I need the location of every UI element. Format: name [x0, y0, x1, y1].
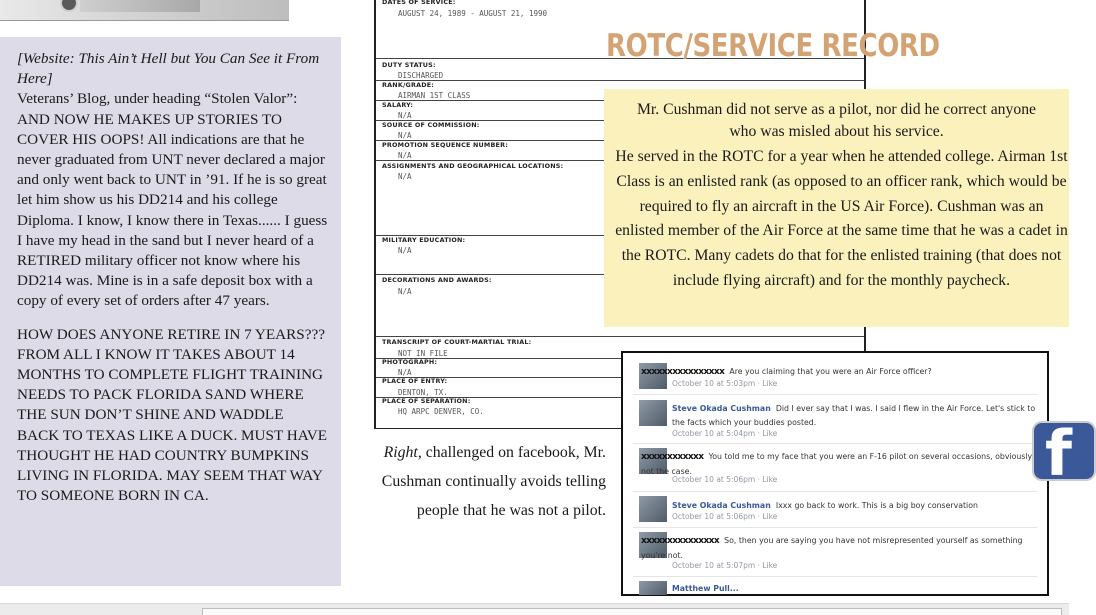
comment-text: Are you claiming that you were an Air Force officer? — [729, 367, 932, 376]
like-link[interactable]: Like — [762, 512, 778, 521]
like-link[interactable]: Like — [762, 475, 778, 484]
like-link[interactable]: Like — [762, 379, 778, 388]
page-title: ROTC/SERVICE RECORD — [606, 28, 940, 64]
commenter-name: xxxxxxxxxxxx — [641, 452, 704, 462]
blog-quote-panel — [0, 37, 341, 586]
commenter-name[interactable]: Steve Okada Cushman — [672, 404, 771, 413]
field-value: DENTON, TX. — [398, 388, 448, 397]
field-label: DUTY STATUS: — [382, 61, 436, 69]
field-value: N/A — [398, 246, 412, 255]
facebook-logo-icon: f — [1032, 421, 1096, 481]
field-value: N/A — [398, 151, 412, 160]
field-label: PLACE OF ENTRY: — [382, 377, 448, 385]
field-value: NOT IN FILE — [398, 349, 448, 358]
avatar — [639, 496, 667, 522]
field-label: SALARY: — [382, 101, 414, 109]
fb-comment: xxxxxxxxxxxxxxx So, then you are saying you have not misrepresented yourself as something you're not. October 10 at 5:07pm · Like — [623, 530, 1047, 574]
field-label: RANK/GRADE: — [382, 81, 435, 89]
avatar — [639, 400, 667, 426]
like-link[interactable]: Like — [762, 429, 778, 438]
blog-paragraph-1-text: Veterans’ Blog, under heading “Stolen Valor”: AND NOW HE MAKES UP STORIES TO COVER HIS OOPS! All indications are that he never graduated from UNT never declared a major and only went back to UNT in ’91. If he is so great let him show us his DD214 and his college Diploma. I know, I know there in Texas...... I guess I have my head in the sand but I never heard of a RETIRED military officer not know where his DD214 was. Mine is in a safe deposit box with a copy of every set of orders after 47 years. — [17, 90, 328, 310]
field-value: DISCHARGED — [398, 71, 444, 80]
bottom-inset-panel — [202, 608, 1062, 615]
comment-text: Ixxx go back to work. This is a big boy conservation — [775, 501, 978, 510]
blog-paragraph-1 — [17, 49, 329, 312]
comment-divider — [633, 576, 1037, 577]
field-label: ASSIGNMENTS AND GEOGRAPHICAL LOCATIONS: — [382, 162, 564, 170]
photo-plate — [80, 0, 200, 12]
commenter-name[interactable]: Steve Okada Cushman — [672, 501, 771, 510]
field-value: N/A — [398, 111, 412, 120]
fb-comment: xxxxxxxxxxxx You told me to my face that you were an F-16 pilot on several occasions, obviously not the case. October 10 at 5:06pm · Like — [623, 446, 1047, 490]
comment-divider — [633, 394, 1037, 395]
field-value: N/A — [398, 287, 412, 296]
comment-text: So, then you are saying you have not misrepresented yourself as something you're not. — [641, 536, 1023, 560]
fb-comment: Steve Okada Cushman Did I ever say that I was. I said I flew in the Air Force. Let's stick to the facts which your buddies posted. October 10 at 5:04pm · Like — [623, 397, 1047, 443]
top-photo — [0, 0, 289, 21]
field-label: DECORATIONS AND AWARDS: — [382, 276, 492, 284]
field-value: N/A — [398, 172, 412, 181]
field-value: AIRMAN 1ST CLASS — [398, 91, 471, 100]
fb-comment-partial — [623, 579, 1047, 593]
field-label: PROMOTION SEQUENCE NUMBER: — [382, 141, 508, 149]
field-label: SOURCE OF COMMISSION: — [382, 121, 480, 129]
caption-text: , challenged on facebook, Mr. Cushman continually avoids telling people that he was not a pilot. — [381, 444, 606, 519]
field-label: PHOTOGRAPH: — [382, 358, 438, 366]
comment-time: October 10 at 5:04pm — [672, 429, 756, 438]
comment-divider — [633, 491, 1037, 492]
field-label: DATES OF SERVICE: — [382, 0, 456, 6]
comment-text: You told me to my face that you were an F-16 pilot on several occasions, obviously not the case. — [641, 452, 1033, 476]
fb-comment: xxxxxxxxxxxxxxxx Are you claiming that you were an Air Force officer? October 10 at 5:03pm · Like — [623, 361, 1047, 401]
comment-divider — [633, 527, 1037, 528]
fb-comment: Steve Okada Cushman Ixxx go back to work. This is a big boy conservation October 10 at 5:06pm · Like — [623, 494, 1047, 528]
comment-time: October 10 at 5:03pm — [672, 379, 756, 388]
blog-source: [Website: This Ain’t Hell but You Can See it From Here] — [17, 50, 320, 88]
callout-line-1: Mr. Cushman did not serve as a pilot, nor did he correct anyone who was misled about his service. — [636, 101, 1037, 140]
comment-divider — [633, 443, 1037, 444]
image-caption — [376, 438, 606, 525]
blog-paragraph-2: HOW DOES ANYONE RETIRE IN 7 YEARS??? FROM ALL I KNOW IT TAKES ABOUT 14 MONTHS TO COMPLETE FLIGHT TRAINING NEEDS TO PACK FLORIDA SAND WHERE THE SUN DON’T SHINE AND WADDLE BACK TO TEXAS LIKE A DUCK. MUST HAVE THOUGHT HE HAD COUNTRY BUMPKINS LIVING IN FLORIDA. MAY SEEM THAT WAY TO SOMEONE BORN IN CA. — [17, 325, 327, 505]
commenter-name: xxxxxxxxxxxxxxx — [641, 536, 720, 546]
field-label: MILITARY EDUCATION: — [382, 236, 466, 244]
field-value: AUGUST 24, 1989 - AUGUST 21, 1990 — [398, 9, 548, 18]
field-label: PLACE OF SEPARATION: — [382, 397, 471, 405]
like-link[interactable]: Like — [762, 561, 778, 570]
field-value: HQ ARPC DENVER, CO. — [398, 407, 484, 416]
avatar — [639, 581, 667, 595]
field-value: N/A — [398, 368, 412, 377]
field-divider — [376, 80, 864, 81]
comment-text: Did I ever say that I was. I said I flew in the Air Force. Let's stick to the facts which your buddies posted. — [672, 404, 1036, 427]
callout-line-2: He served in the ROTC for a year when he attended college. Airman 1st Class is an enlisted rank (as opposed to an officer rank, which would be required to fly an aircraft in the US Air Force). Cushman was an enlisted member of the Air Force at the same time that he was a cadet in the ROTC. Many cadets do that for the enlisted training (that does not include flying aircraft) and for the monthly paycheck. — [615, 148, 1068, 289]
field-divider — [376, 336, 864, 337]
field-label: TRANSCRIPT OF COURT-MARTIAL TRIAL: — [382, 338, 532, 346]
commenter-name[interactable]: Matthew Pull... — [672, 584, 739, 593]
explanation-callout — [604, 89, 1069, 327]
photo-knob — [60, 0, 78, 12]
comment-time: October 10 at 5:06pm — [672, 512, 756, 521]
caption-lead: Right — [383, 444, 418, 461]
comment-time: October 10 at 5:06pm — [672, 475, 756, 484]
commenter-name: xxxxxxxxxxxxxxxx — [641, 367, 725, 377]
field-value: N/A — [398, 131, 412, 140]
comment-time: October 10 at 5:07pm — [672, 561, 756, 570]
facebook-comments-screenshot — [621, 351, 1049, 596]
